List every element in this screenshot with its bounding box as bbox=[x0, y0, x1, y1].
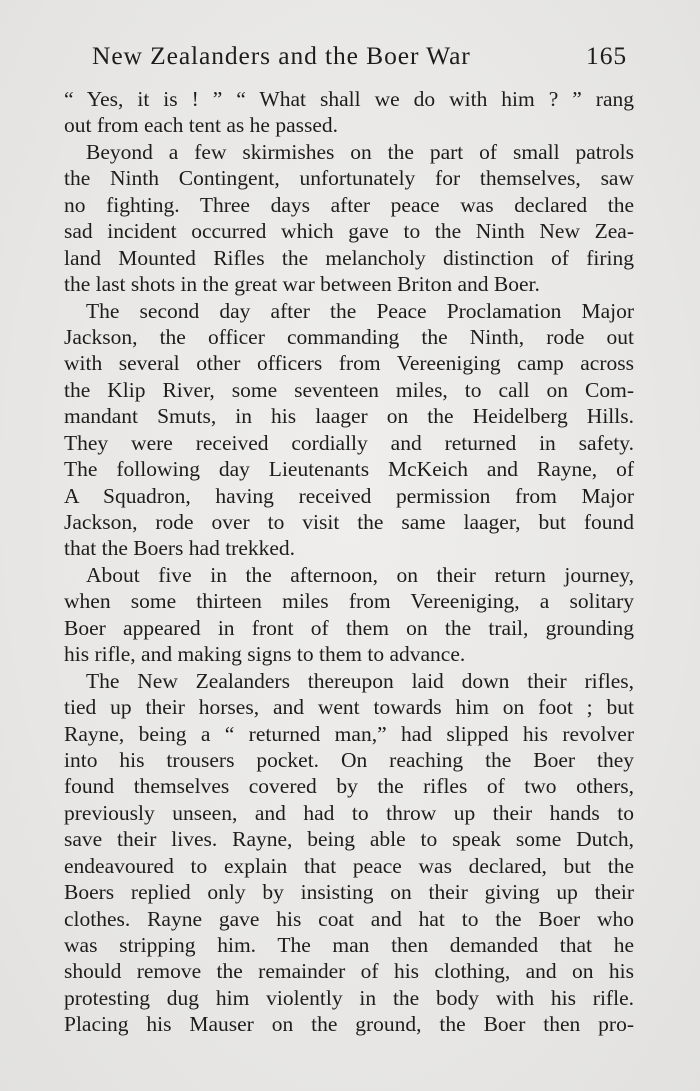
text-line: previously unseen, and had to throw up their hands to bbox=[64, 800, 634, 825]
text-line: The New Zealanders thereupon laid down their rifles, bbox=[86, 668, 634, 693]
text-line: protesting dug him violently in the body with his rifle. bbox=[64, 985, 634, 1010]
text-line: The second day after the Peace Proclamation Major bbox=[86, 298, 634, 323]
text-line: should remove the remainder of his clothing, and on his bbox=[64, 959, 634, 984]
text-line: About five in the afternoon, on their return journey, bbox=[86, 562, 634, 587]
text-line: “ Yes, it is ! ” “ What shall we do with him ? ” rang bbox=[64, 87, 634, 111]
text-line: out from each tent as he passed. bbox=[64, 113, 339, 138]
text-line: Boers replied only by insisting on their giving up their bbox=[64, 880, 634, 905]
text-line: the last shots in the great war between Briton and Boer. bbox=[64, 272, 540, 297]
running-title: New Zealanders and the Boer War bbox=[92, 41, 471, 70]
text-line: was stripping him. The man then demanded that he bbox=[64, 933, 634, 957]
text-line: when some thirteen miles from Vereeniging, a solitary bbox=[64, 589, 634, 614]
text-line: his rifle, and making signs to them to advance. bbox=[64, 642, 466, 667]
text-line: tied up their horses, and went towards him on foot ; but bbox=[64, 695, 634, 720]
text-line: A Squadron, having received permission from Major bbox=[64, 483, 634, 508]
text-line: no fighting. Three days after peace was declared the bbox=[64, 192, 634, 217]
text-line: that the Boers had trekked. bbox=[64, 536, 296, 561]
text-line: save their lives. Rayne, being able to speak some Dutch, bbox=[64, 827, 634, 852]
text-line: Jackson, the officer commanding the Ninth, rode out bbox=[64, 324, 634, 349]
text-line: They were received cordially and returned in safety. bbox=[64, 430, 634, 455]
text-line: the Klip River, some seventeen miles, to call on Com- bbox=[64, 377, 634, 402]
text-line: Boer appeared in front of them on the trail, grounding bbox=[64, 615, 634, 640]
text-line: the Ninth Contingent, unfortunately for themselves, saw bbox=[64, 166, 634, 191]
text-line: The following day Lieutenants McKeich and Rayne, of bbox=[64, 457, 634, 482]
text-line: sad incident occurred which gave to the Ninth New Zea- bbox=[64, 219, 634, 244]
text-line: Jackson, rode over to visit the same laager, but found bbox=[64, 510, 634, 534]
page-number: 165 bbox=[586, 41, 627, 70]
text-line: Beyond a few skirmishes on the part of small patrols bbox=[86, 139, 634, 164]
text-line: land Mounted Rifles the melancholy distinction of firing bbox=[64, 245, 634, 270]
text-line: Rayne, being a “ returned man,” had slipped his revolver bbox=[64, 721, 634, 746]
text-line: found themselves covered by the rifles of two others, bbox=[64, 774, 634, 799]
text-line: endeavoured to explain that peace was declared, but the bbox=[64, 853, 634, 878]
running-head bbox=[92, 38, 627, 74]
text-line: mandant Smuts, in his laager on the Heidelberg Hills. bbox=[64, 404, 634, 429]
body-text bbox=[64, 86, 634, 1038]
text-line: into his trousers pocket. On reaching the Boer they bbox=[64, 747, 634, 772]
text-line: Placing his Mauser on the ground, the Boer then pro- bbox=[64, 1012, 634, 1037]
text-line: clothes. Rayne gave his coat and hat to the Boer who bbox=[64, 906, 634, 931]
text-line: with several other officers from Vereeniging camp across bbox=[64, 351, 634, 376]
